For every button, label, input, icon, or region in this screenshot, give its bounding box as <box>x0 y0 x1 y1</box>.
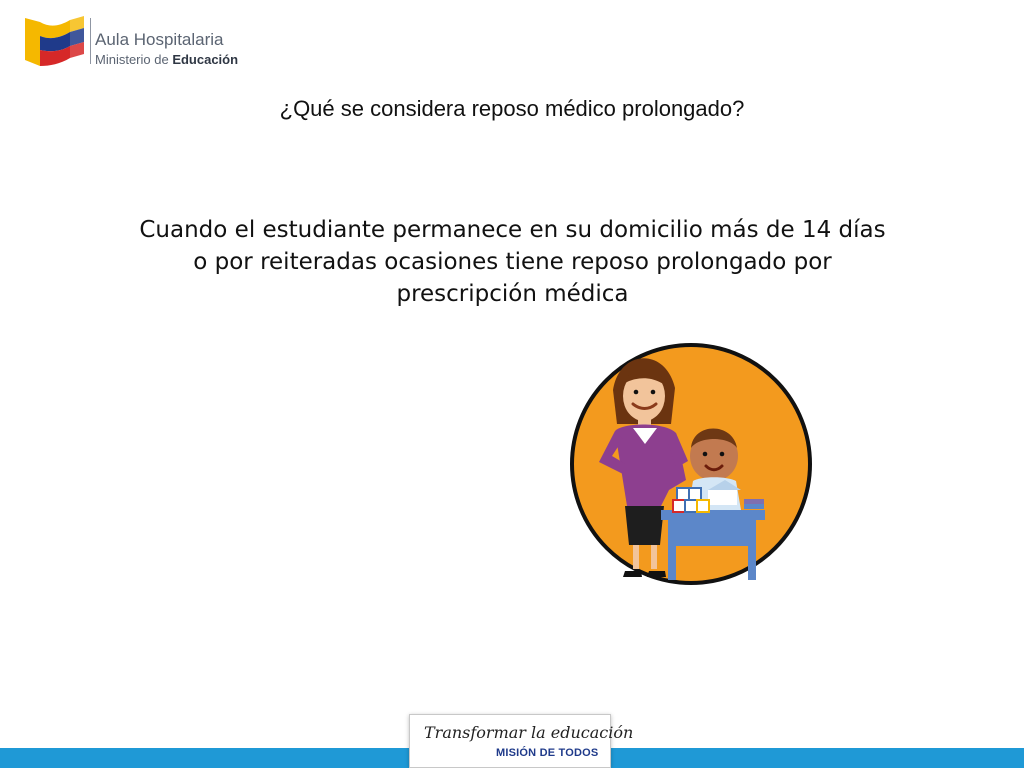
logo-divider <box>90 18 91 64</box>
slide-body-text: Cuando el estudiante permanece en su domicilio más de 14 días o por reiteradas ocasiones tiene reposo prolongado por prescripción médica <box>139 217 886 307</box>
footer-script-text: Transformar la educación <box>424 723 634 742</box>
logo-subtitle <box>95 52 238 67</box>
logo-title: Aula Hospitalaria <box>95 30 224 49</box>
logo-subtitle-bold: Educación <box>172 52 239 67</box>
slide-title: ¿Qué se considera reposo médico prolongado? <box>279 96 745 121</box>
teacher-student-illustration-icon <box>565 330 815 600</box>
footer-tagline: MISIÓN DE TODOS <box>496 747 599 759</box>
ministry-logo-icon <box>22 12 88 68</box>
footer-badge <box>409 714 634 768</box>
aula-hospitalaria-logo <box>22 12 242 72</box>
logo-subtitle-regular: Ministerio de <box>95 52 173 67</box>
